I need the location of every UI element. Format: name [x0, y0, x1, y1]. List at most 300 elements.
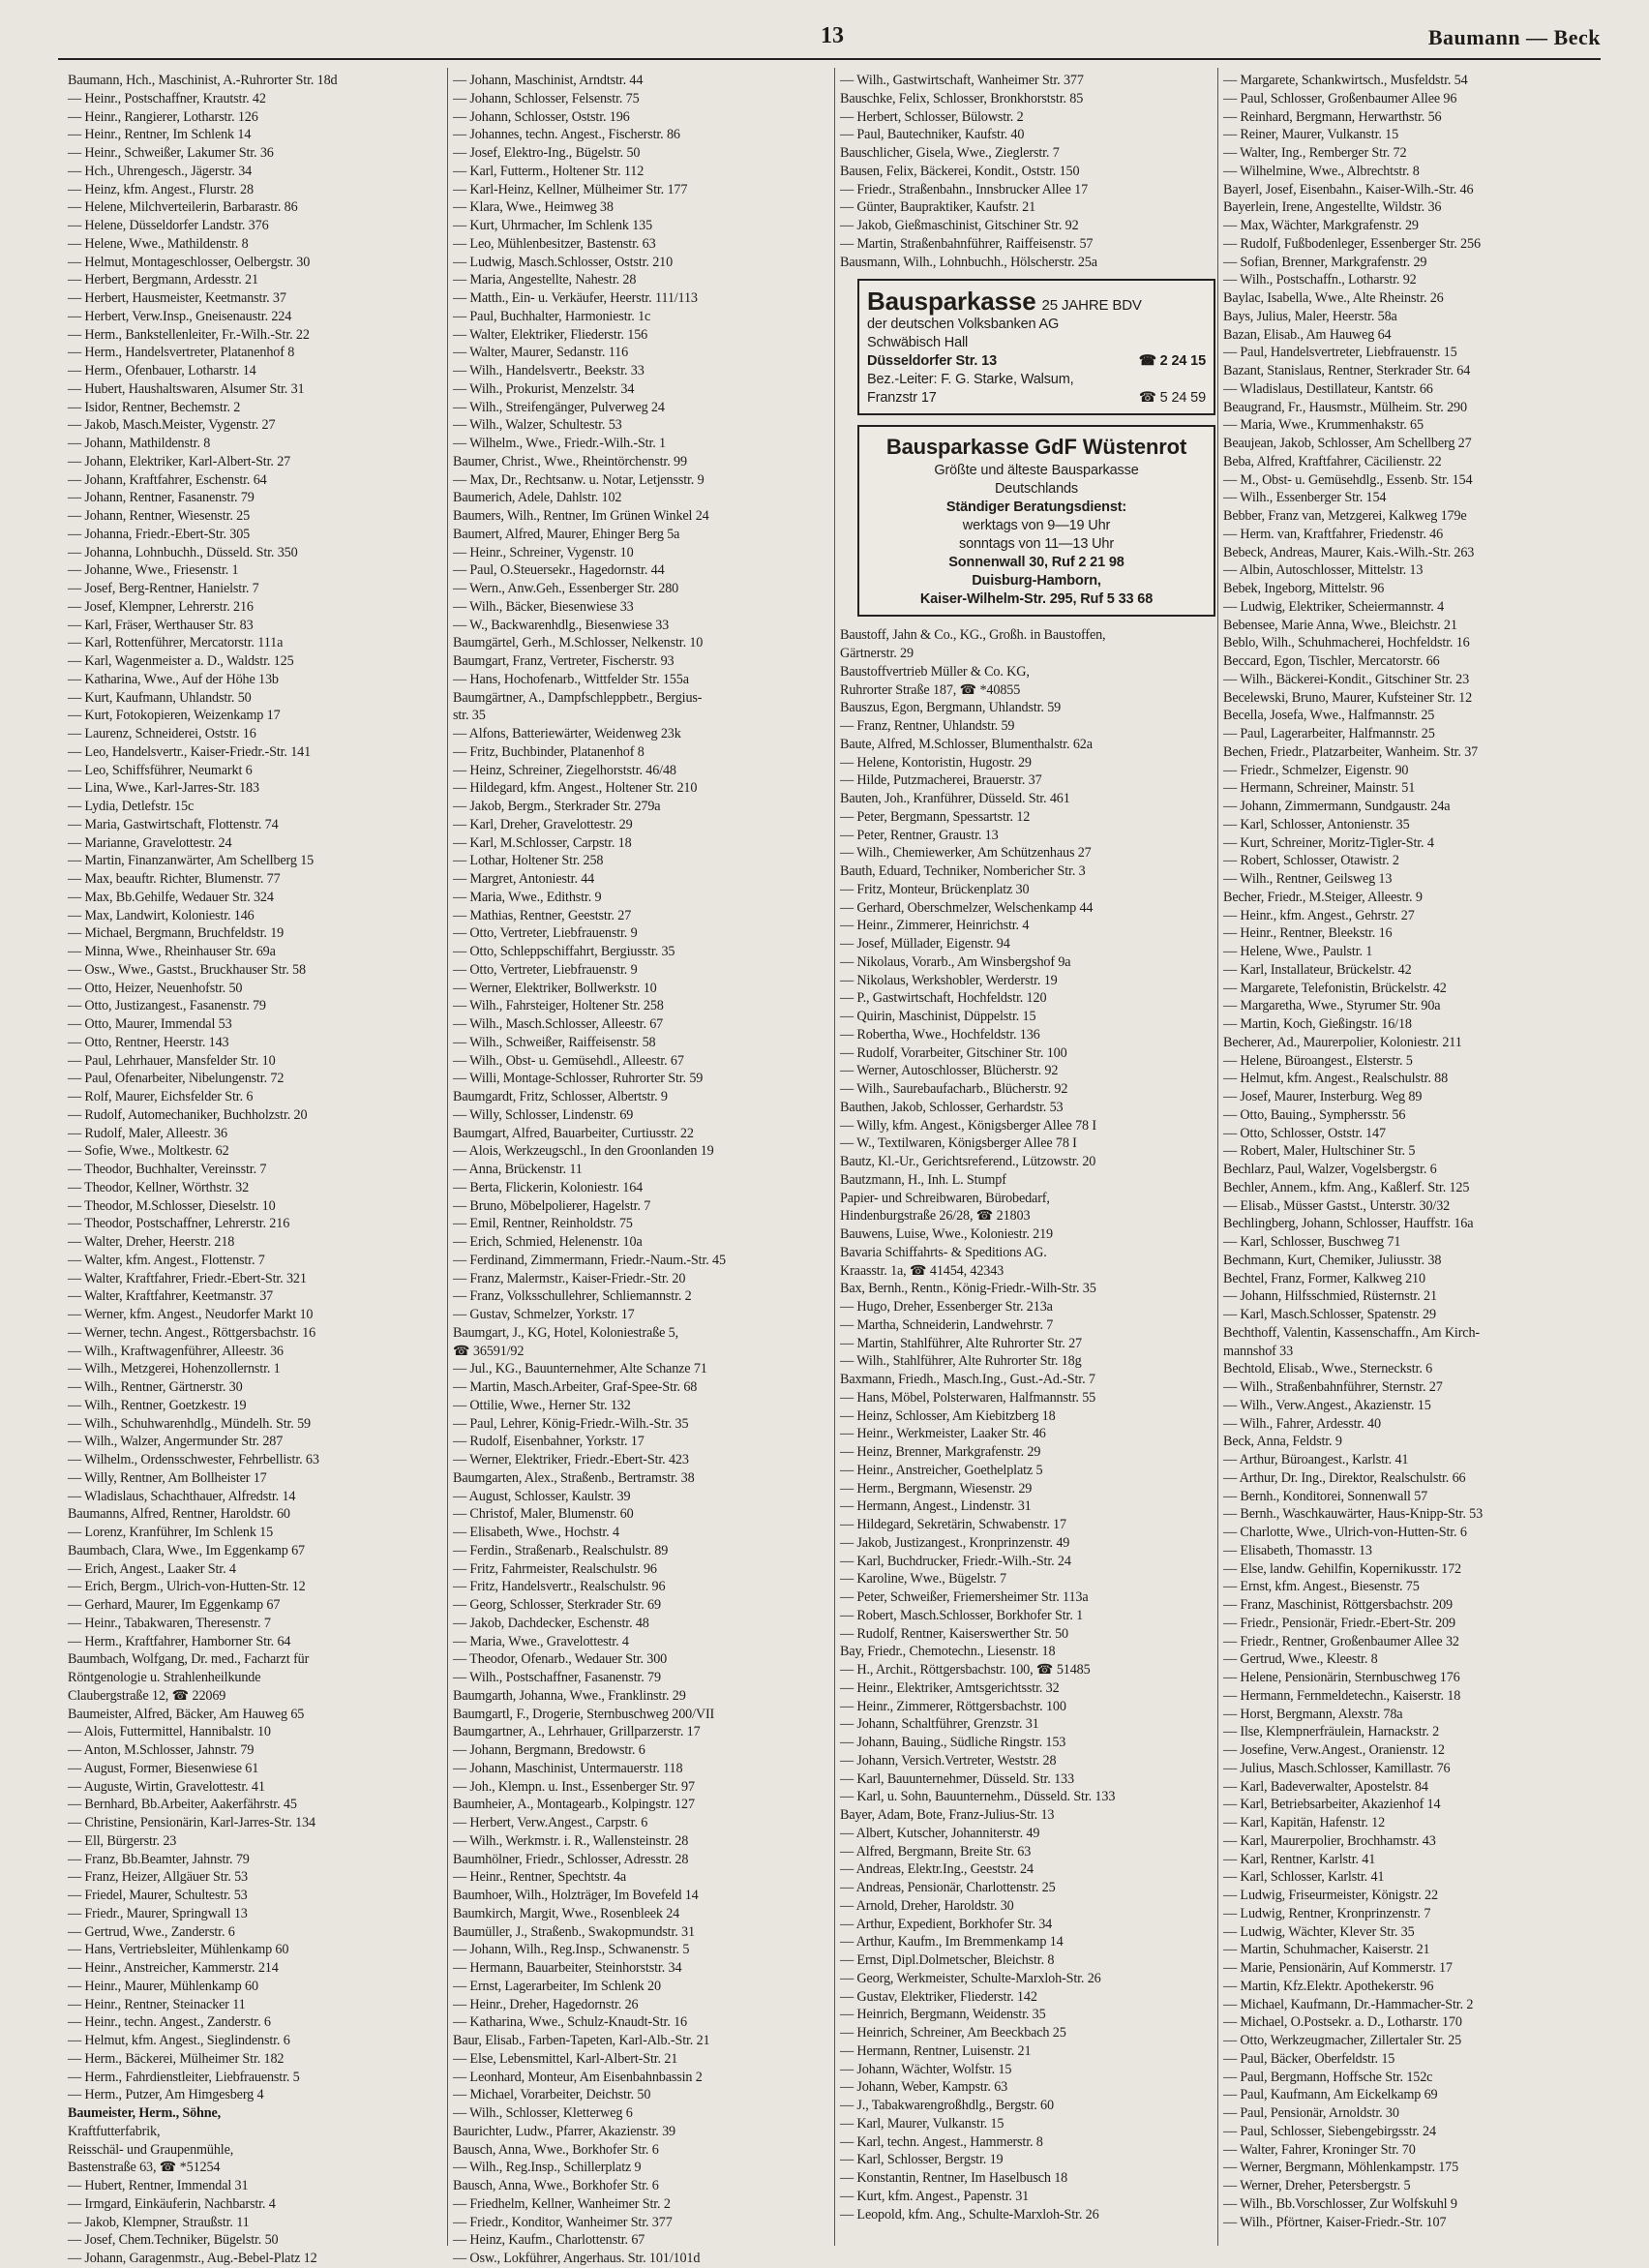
directory-entry: — Fritz, Monteur, Brückenplatz 30: [840, 881, 1030, 897]
directory-entry: Becher, Friedr., M.Steiger, Alleestr. 9: [1223, 889, 1423, 905]
directory-entry: — Heinr., Tabakwaren, Theresenstr. 7: [68, 1615, 271, 1631]
directory-entry: — Lina, Wwe., Karl-Jarres-Str. 183: [68, 780, 259, 797]
directory-entry: — Martin, Schuhmacher, Kaiserstr. 21: [1223, 1942, 1430, 1958]
directory-entry: — Herm., Kraftfahrer, Hamborner Str. 64: [68, 1633, 291, 1649]
directory-entry: Baumers, Wilh., Rentner, Im Grünen Winkel 24: [453, 508, 709, 524]
directory-entry: — Hermann, Rentner, Luisenstr. 21: [840, 2042, 1032, 2059]
directory-entry: — Johann, Maschinist, Untermauerstr. 118: [453, 1760, 683, 1776]
directory-entry: Bauwens, Luise, Wwe., Koloniestr. 219: [840, 1226, 1053, 1242]
directory-entry: — Arthur, Kaufm., Im Bremmenkamp 14: [840, 1934, 1064, 1950]
directory-entry: Bausch, Anna, Wwe., Borkhofer Str. 6: [453, 2178, 659, 2193]
directory-entry: Baumbach, Clara, Wwe., Im Eggenkamp 67: [68, 1542, 306, 1558]
directory-column-3: [840, 72, 1219, 2245]
directory-entry: — Johann, Bergmann, Bredowstr. 6: [453, 1742, 645, 1758]
directory-entry: — Paul, Bautechniker, Kaufstr. 40: [840, 127, 1025, 143]
directory-entry: — Wilh., Postschaffner, Fasanenstr. 79: [453, 1670, 661, 1685]
directory-entry: Röntgenologie u. Strahlenheilkunde: [68, 1670, 261, 1685]
directory-entry: — Wilh., Kraftwagenführer, Alleestr. 36: [68, 1343, 284, 1359]
directory-entry: — Heinr., Rentner, Im Schlenk 14: [68, 127, 252, 143]
ad-bausparkasse-bdv: [857, 279, 1215, 415]
directory-entry: — Heinr., Schreiner, Vygenstr. 10: [453, 544, 634, 560]
directory-entry: — Ludwig, Wächter, Klever Str. 35: [1223, 1923, 1415, 1940]
directory-entry: — Bernh., Konditorei, Sonnenwall 57: [1223, 1488, 1428, 1504]
directory-entry: — Herm., Fahrdienstleiter, Liebfrauenstr. 5: [68, 2069, 300, 2085]
directory-entry: — Wilh., Reg.Insp., Schillerplatz 9: [453, 2160, 642, 2176]
directory-entry: — Else, landw. Gehilfin, Kopernikusstr. 172: [1223, 1560, 1462, 1577]
directory-entry: — Heinr., Schweißer, Lakumer Str. 36: [68, 145, 274, 161]
directory-entry: — J., Tabakwarengroßhdlg., Bergstr. 60: [840, 2098, 1054, 2113]
directory-entry: — Maria, Gastwirtschaft, Flottenstr. 74: [68, 816, 279, 832]
directory-entry: — Jakob, Bergm., Sterkrader Str. 279a: [453, 799, 661, 814]
directory-entry: — Hans, Vertriebsleiter, Mühlenkamp 60: [68, 1942, 289, 1958]
directory-entry: — Willy, Rentner, Am Bollheister 17: [68, 1469, 267, 1486]
directory-entry: — M., Obst- u. Gemüsehdlg., Essenb. Str. 154: [1223, 471, 1473, 488]
directory-entry: — Helene, Düsseldorfer Landstr. 376: [68, 218, 269, 233]
directory-entry: — Herm., Handelsvertreter, Platanenhof 8: [68, 345, 295, 361]
directory-entry: — Joh., Klempn. u. Inst., Essenberger Str. 97: [453, 1778, 695, 1795]
directory-entry: Baumgardt, Fritz, Schlosser, Albertstr. 9: [453, 1089, 668, 1104]
directory-entry: — Julius, Masch.Schlosser, Kamillastr. 76: [1223, 1760, 1451, 1776]
directory-entry: — Heinr., Zimmerer, Röttgersbachstr. 100: [840, 1698, 1066, 1714]
directory-entry: — Karl, Badeverwalter, Apostelstr. 84: [1223, 1778, 1428, 1795]
directory-entry: — Wilh., Fahrsteiger, Holtener Str. 258: [453, 998, 664, 1014]
directory-entry: Becherer, Ad., Maurerpolier, Koloniestr. 211: [1223, 1034, 1462, 1050]
directory-entry: ☎ 36591/92: [453, 1343, 525, 1359]
page-number: 13: [821, 23, 844, 48]
directory-entry: — Heinr., Werkmeister, Laaker Str. 46: [840, 1426, 1046, 1442]
directory-entry: Bauschke, Felix, Schlosser, Bronkhorststr. 85: [840, 90, 1084, 106]
directory-entry: — Leopold, kfm. Ang., Schulte-Marxloh-Str. 26: [840, 2206, 1099, 2223]
ad-phone: ☎ 2 24 15: [1138, 353, 1206, 370]
directory-entry: — Martin, Masch.Arbeiter, Graf-Spee-Str. 68: [453, 1379, 698, 1395]
directory-entry: Kraftfutterfabrik,: [68, 2123, 161, 2139]
directory-entry: — Michael, Vorarbeiter, Deichstr. 50: [453, 2087, 651, 2103]
directory-entry: — Charlotte, Wwe., Ulrich-von-Hutten-Str. 6: [1223, 1525, 1467, 1540]
directory-entry: — Max, Landwirt, Koloniestr. 146: [68, 907, 255, 923]
directory-entry: Bautzmann, H., Inh. L. Stumpf: [840, 1171, 1006, 1188]
directory-entry: — Arthur, Büroangest., Karlstr. 41: [1223, 1452, 1409, 1467]
directory-entry: — Jakob, Dachdecker, Eschenstr. 48: [453, 1615, 649, 1631]
directory-entry: Beccard, Egon, Tischler, Mercatorstr. 66: [1223, 653, 1440, 669]
directory-entry: — Gustav, Schmelzer, Yorkstr. 17: [453, 1307, 635, 1322]
directory-entry: — Wilh., Pförtner, Kaiser-Friedr.-Str. 107: [1223, 2214, 1447, 2230]
directory-entry: — Max, Dr., Rechtsanw. u. Notar, Letjensstr. 9: [453, 471, 705, 488]
directory-entry: Bayerlein, Irene, Angestellte, Wildstr. 36: [1223, 199, 1442, 216]
directory-entry: Baumgart, Franz, Vertreter, Fischerstr. 93: [453, 653, 675, 669]
directory-entry: — Albin, Autoschlosser, Mittelstr. 13: [1223, 562, 1424, 579]
directory-entry: — Walter, Kraftfahrer, Friedr.-Ebert-Str. 321: [68, 1270, 307, 1286]
directory-entry: — Herm., Putzer, Am Himgesberg 4: [68, 2087, 264, 2103]
directory-entry: — Katharina, Wwe., Schulz-Knaudt-Str. 16: [453, 2014, 687, 2031]
directory-entry: — Karoline, Wwe., Bügelstr. 7: [840, 1571, 1006, 1588]
directory-entry: — Josef, Chem.Techniker, Bügelstr. 50: [68, 2232, 279, 2249]
directory-entry: — Helene, Pensionärin, Sternbuschweg 176: [1223, 1670, 1460, 1685]
directory-entry: — Wilh., Obst- u. Gemüsehdl., Alleestr. 67: [453, 1052, 684, 1069]
directory-entry: — Bruno, Möbelpolierer, Hagelstr. 7: [453, 1197, 651, 1214]
directory-entry: — Paul, Lehrer, König-Friedr.-Wilh.-Str. 35: [453, 1415, 689, 1432]
directory-entry: — Ilse, Klempnerfräulein, Harnackstr. 2: [1223, 1724, 1440, 1740]
directory-entry: — Ernst, Lagerarbeiter, Im Schlenk 20: [453, 1978, 661, 1994]
directory-entry: — Franz, Bb.Beamter, Jahnstr. 79: [68, 1851, 250, 1867]
ad-title: Bausparkasse GdF Wüstenrot: [885, 435, 1187, 460]
directory-entry: — Otto, Bauing., Symphersstr. 56: [1223, 1106, 1406, 1123]
directory-entry: — Wilh., Straßenbahnführer, Sternstr. 27: [1223, 1379, 1443, 1395]
directory-entry: — W., Backwarenhdlg., Biesenwiese 33: [453, 617, 670, 633]
directory-entry: — Alois, Futtermittel, Hannibalstr. 10: [68, 1724, 271, 1740]
directory-entry: — Otto, Justizangest., Fasanenstr. 79: [68, 998, 266, 1014]
directory-entry: — Auguste, Wirtin, Gravelottestr. 41: [68, 1778, 265, 1795]
directory-entry: — Laurenz, Schneiderei, Oststr. 16: [68, 726, 256, 741]
directory-entry: — Georg, Werkmeister, Schulte-Marxloh-Str. 26: [840, 1970, 1101, 1986]
directory-entry: — Hubert, Rentner, Immendal 31: [68, 2178, 249, 2193]
directory-entry: — Ell, Bürgerstr. 23: [68, 1832, 177, 1849]
ad-leader: Bez.-Leiter: F. G. Starke, Walsum,: [867, 372, 1074, 388]
directory-entry: — Theodor, Buchhalter, Vereinsstr. 7: [68, 1162, 267, 1177]
directory-entry: — Walter, Ing., Remberger Str. 72: [1223, 145, 1407, 161]
directory-entry: Bastenstraße 63, ☎ *51254: [68, 2160, 221, 2176]
directory-entry: — Christine, Pensionärin, Karl-Jarres-Str. 134: [68, 1815, 315, 1830]
directory-entry: — Leo, Handelsvertr., Kaiser-Friedr.-Str. 141: [68, 743, 312, 760]
directory-entry: — Klara, Wwe., Heimweg 38: [453, 199, 614, 216]
directory-entry: — Wilh., Rentner, Gärtnerstr. 30: [68, 1379, 243, 1395]
directory-entry: — Hildegard, kfm. Angest., Holtener Str. 210: [453, 780, 698, 797]
directory-entry: — Walter, Elektriker, Fliederstr. 156: [453, 326, 648, 343]
directory-entry: — Maria, Wwe., Gravelottestr. 4: [453, 1633, 629, 1649]
directory-entry: Bechlarz, Paul, Walzer, Vogelsbergstr. 6: [1223, 1162, 1437, 1177]
directory-entry: — Wilhelm., Ordensschwester, Fehrbellistr. 63: [68, 1452, 319, 1467]
directory-entry: Baurichter, Ludw., Pfarrer, Akazienstr. 39: [453, 2123, 675, 2139]
directory-entry: — Sofian, Brenner, Markgrafenstr. 29: [1223, 254, 1427, 270]
directory-entry: — Fritz, Fahrmeister, Realschulstr. 96: [453, 1560, 657, 1577]
directory-entry: — Rudolf, Eisenbahner, Yorkstr. 17: [453, 1434, 645, 1450]
directory-entry: — Martin, Kfz.Elektr. Apothekerstr. 96: [1223, 1978, 1434, 1994]
directory-entry: — Karl, Kapitän, Hafenstr. 12: [1223, 1815, 1386, 1830]
directory-entry: — Otto, Werkzeugmacher, Zillertaler Str. 25: [1223, 2033, 1462, 2048]
running-head: Baumann — Beck: [1427, 25, 1601, 49]
directory-entry: — Hubert, Haushaltswaren, Alsumer Str. 31: [68, 380, 305, 397]
directory-entry: — Ernst, Dipl.Dolmetscher, Bleichstr. 8: [840, 1952, 1055, 1968]
directory-entry: — Kurt, Schreiner, Moritz-Tigler-Str. 4: [1223, 834, 1434, 851]
directory-entry: — Paul, Ofenarbeiter, Nibelungenstr. 72: [68, 1071, 285, 1087]
directory-entry: — H., Archit., Röttgersbachstr. 100, ☎ 51485: [840, 1662, 1091, 1678]
directory-entry: — Helene, Kontoristin, Hugostr. 29: [840, 754, 1032, 771]
directory-entry: Becella, Josefa, Wwe., Halfmannstr. 25: [1223, 708, 1435, 724]
directory-entry: — Johann, Garagenmstr., Aug.-Bebel-Platz 12: [68, 2251, 317, 2266]
directory-column-1: [68, 72, 447, 2266]
directory-entry: Gärtnerstr. 29: [840, 646, 914, 661]
directory-entry: — Peter, Bergmann, Spessartstr. 12: [840, 808, 1031, 825]
directory-entry: — Heinr., Zimmerer, Heinrichstr. 4: [840, 918, 1030, 934]
directory-entry: — Johanna, Friedr.-Ebert-Str. 305: [68, 526, 251, 542]
directory-entry: — Katharina, Wwe., Auf der Höhe 13b: [68, 671, 279, 687]
directory-entry: — Johann, Hilfsschmied, Rüsternstr. 21: [1223, 1288, 1437, 1305]
directory-entry: — Wilh., Schweißer, Raiffeisenstr. 58: [453, 1034, 656, 1050]
directory-entry: — Peter, Schweißer, Friemersheimer Str. 113a: [840, 1589, 1089, 1605]
directory-entry: — Franz, Maschinist, Röttgersbachstr. 209: [1223, 1597, 1453, 1613]
directory-entry: — Wilh., Chemiewerker, Am Schützenhaus 27: [840, 845, 1092, 862]
directory-entry: — Franz, Malermstr., Kaiser-Friedr.-Str. 20: [453, 1270, 686, 1286]
directory-entry: — Gertrud, Wwe., Zanderstr. 6: [68, 1923, 235, 1940]
directory-entry: Baumgärtel, Gerh., M.Schlosser, Nelkenstr. 10: [453, 635, 704, 651]
directory-entry: — Peter, Rentner, Graustr. 13: [840, 827, 999, 843]
directory-entry: — Wern., Anw.Geh., Essenberger Str. 280: [453, 581, 679, 596]
directory-entry: — Johann, Weber, Kampstr. 63: [840, 2079, 1008, 2096]
directory-entry: — Margaretha, Wwe., Styrumer Str. 90a: [1223, 998, 1441, 1014]
directory-entry: — Heinr., kfm. Angest., Gehrstr. 27: [1223, 907, 1415, 923]
directory-entry: — Karl, Schlosser, Karlstr. 41: [1223, 1869, 1385, 1886]
directory-entry: — Leonhard, Monteur, Am Eisenbahnbassin 2: [453, 2069, 703, 2085]
directory-entry: — Karl, Futterm., Holtener Str. 112: [453, 163, 645, 179]
directory-entry: — Franz, Rentner, Uhlandstr. 59: [840, 718, 1015, 734]
directory-entry: — Heinr., Elektriker, Amtsgerichtsstr. 32: [840, 1679, 1060, 1696]
ad-line: Größte und älteste Bausparkasse: [934, 463, 1139, 479]
directory-entry: Bausen, Felix, Bäckerei, Kondit., Oststr. 150: [840, 163, 1080, 179]
directory-entry: — Helene, Wwe., Paulstr. 1: [1223, 944, 1373, 959]
ad-line: Duisburg-Hamborn,: [972, 573, 1101, 590]
directory-entry: — Johann, Schlosser, Oststr. 196: [453, 108, 630, 125]
directory-entry: — Johannes, techn. Angest., Fischerstr. 86: [453, 127, 680, 143]
directory-entry: — Martin, Stahlführer, Alte Ruhrorter Str. 27: [840, 1335, 1082, 1351]
directory-entry: — Josef, Berg-Rentner, Hanielstr. 7: [68, 581, 259, 596]
directory-entry: Bazan, Elisab., Am Hauweg 64: [1223, 326, 1392, 343]
directory-entry: Bautz, Kl.-Ur., Gerichtsreferend., Lützowstr. 20: [840, 1154, 1096, 1169]
directory-entry: — Werner, Bergmann, Möhlenkampstr. 175: [1223, 2160, 1459, 2176]
directory-entry: Beba, Alfred, Kraftfahrer, Cäcilienstr. 22: [1223, 453, 1442, 469]
directory-entry: — Willi, Montage-Schlosser, Ruhrorter Str. 59: [453, 1071, 704, 1087]
directory-entry: — Wilh., Verw.Angest., Akazienstr. 15: [1223, 1397, 1431, 1413]
directory-column-2: [453, 72, 832, 2266]
directory-entry: — Johann, Bauing., Südliche Ringstr. 153: [840, 1735, 1066, 1750]
directory-entry: Bechlingberg, Johann, Schlosser, Hauffstr. 16a: [1223, 1216, 1474, 1232]
directory-entry: — Michael, Bergmann, Bruchfeldstr. 19: [68, 925, 285, 942]
directory-entry: — Marie, Pensionärin, Auf Kommerstr. 17: [1223, 1960, 1453, 1976]
column-divider: [447, 68, 448, 2246]
directory-entry: — Jakob, Justizangest., Kronprinzenstr. 49: [840, 1534, 1070, 1551]
directory-entry: — Arnold, Dreher, Haroldstr. 30: [840, 1897, 1014, 1914]
directory-entry: — Horst, Bergmann, Alexstr. 78a: [1223, 1706, 1403, 1722]
directory-entry: — Gerhard, Maurer, Im Eggenkamp 67: [68, 1597, 281, 1613]
directory-entry: Baumann, Hch., Maschinist, A.-Ruhrorter Str. 18d: [68, 73, 338, 88]
directory-entry: — Wladislaus, Destillateur, Kantstr. 66: [1223, 380, 1433, 397]
directory-entry: — Karl, Schlosser, Bergstr. 19: [840, 2152, 1004, 2168]
directory-entry: Baylac, Isabella, Wwe., Alte Rheinstr. 26: [1223, 290, 1444, 306]
directory-entry: — Paul, Kaufmann, Am Eickelkamp 69: [1223, 2087, 1438, 2103]
directory-entry: — Fritz, Buchbinder, Platanenhof 8: [453, 743, 645, 760]
directory-entry: — Karl, Bauunternehmer, Düsseld. Str. 133: [840, 1770, 1074, 1787]
directory-entry: — Willy, Schlosser, Lindenstr. 69: [453, 1106, 634, 1123]
directory-entry: — Kurt, Uhrmacher, Im Schlenk 135: [453, 218, 653, 233]
directory-entry: — Johann, Schaltführer, Grenzstr. 31: [840, 1716, 1039, 1733]
directory-entry: — Albert, Kutscher, Johanniterstr. 49: [840, 1825, 1040, 1841]
directory-entry: — Johann, Wilh., Reg.Insp., Schwanenstr. 5: [453, 1942, 690, 1958]
directory-entry: — Wilh., Masch.Schlosser, Alleestr. 67: [453, 1016, 664, 1032]
directory-entry: — Herbert, Verw.Angest., Carpstr. 6: [453, 1815, 648, 1830]
directory-entry: — Otto, Heizer, Neuenhofstr. 50: [68, 980, 243, 996]
directory-entry: — Friedr., Schmelzer, Eigenstr. 90: [1223, 762, 1409, 778]
directory-entry: — Wladislaus, Schachthauer, Alfredstr. 14: [68, 1488, 296, 1504]
directory-entry: — Johann, Rentner, Fasanenstr. 79: [68, 490, 255, 506]
directory-entry: — Berta, Flickerin, Koloniestr. 164: [453, 1179, 644, 1195]
directory-entry: — Herm., Bergmann, Wiesenstr. 29: [840, 1480, 1033, 1497]
directory-entry: — Johann, Elektriker, Karl-Albert-Str. 27: [68, 453, 291, 469]
directory-entry: — Elisabeth, Thomasstr. 13: [1223, 1542, 1372, 1558]
directory-entry: — Isidor, Rentner, Bechemstr. 2: [68, 399, 241, 415]
directory-entry: — Jakob, Masch.Meister, Vygenstr. 27: [68, 417, 276, 434]
directory-entry: — Karl, Schlosser, Antonienstr. 35: [1223, 816, 1410, 832]
directory-entry: — Karl, Rentner, Karlstr. 41: [1223, 1851, 1376, 1867]
directory-entry: Reisschäl- und Graupenmühle,: [68, 2141, 234, 2158]
directory-entry: — Reinhard, Bergmann, Herwarthstr. 56: [1223, 108, 1442, 125]
directory-entry: — Martin, Finanzanwärter, Am Schellberg 15: [68, 853, 315, 869]
directory-entry: — Hugo, Dreher, Essenberger Str. 213a: [840, 1299, 1053, 1315]
directory-entry: — Erich, Schmied, Helenenstr. 10a: [453, 1234, 643, 1250]
directory-entry: — Maria, Wwe., Krummenhakstr. 65: [1223, 417, 1424, 434]
ad-address: Düsseldorfer Str. 13: [867, 353, 997, 370]
directory-entry: — Heinr., Anstreicher, Goethelplatz 5: [840, 1462, 1043, 1478]
directory-entry: — Arthur, Dr. Ing., Direktor, Realschulstr. 66: [1223, 1469, 1466, 1486]
directory-entry: — Friedel, Maurer, Schultestr. 53: [68, 1888, 248, 1903]
directory-entry: — Nikolaus, Vorarb., Am Winsbergshof 9a: [840, 953, 1071, 970]
directory-entry: — Josef, Müllader, Eigenstr. 94: [840, 936, 1010, 952]
directory-entry: — Wilhelm., Wwe., Friedr.-Wilh.-Str. 1: [453, 436, 667, 451]
directory-entry: — Rudolf, Vorarbeiter, Gitschiner Str. 100: [840, 1044, 1067, 1061]
directory-entry: — Heinrich, Bergmann, Weidenstr. 35: [840, 2007, 1046, 2023]
directory-entry: — Wilh., Schlosser, Kletterweg 6: [453, 2105, 633, 2121]
directory-entry: — Heinrich, Schreiner, Am Beeckbach 25: [840, 2025, 1066, 2041]
directory-entry: — Wilh., Streifengänger, Pulverweg 24: [453, 399, 665, 415]
directory-entry: Ruhrorter Straße 187, ☎ *40855: [840, 681, 1021, 698]
directory-entry: — Theodor, M.Schlosser, Dieselstr. 10: [68, 1197, 276, 1214]
directory-entry: — Wilh., Walzer, Angermunder Str. 287: [68, 1434, 284, 1450]
directory-entry: — Quirin, Maschinist, Düppelstr. 15: [840, 1009, 1036, 1024]
directory-entry: — Jul., KG., Bauunternehmer, Alte Schanze 71: [453, 1361, 707, 1377]
directory-entry: — Wilh., Postschaffn., Lotharstr. 92: [1223, 272, 1417, 288]
directory-entry: — Paul, Schlosser, Großenbaumer Allee 96: [1223, 90, 1457, 106]
directory-entry: — Johanna, Lohnbuchh., Düsseld. Str. 350: [68, 544, 298, 560]
directory-entry: — Wilh., Rentner, Geilsweg 13: [1223, 871, 1393, 887]
directory-entry: — Bernhard, Bb.Arbeiter, Aakerfährstr. 45: [68, 1797, 297, 1813]
directory-entry: — Johann, Rentner, Wiesenstr. 25: [68, 508, 251, 524]
directory-entry: — Ferdin., Straßenarb., Realschulstr. 89: [453, 1542, 669, 1558]
directory-entry: Hindenburgstraße 26/28, ☎ 21803: [840, 1208, 1031, 1225]
directory-entry: Baumgart, Alfred, Bauarbeiter, Curtiusstr. 22: [453, 1125, 694, 1141]
directory-entry: — Karl, techn. Angest., Hammerstr. 8: [840, 2133, 1043, 2150]
directory-entry: — Elisabeth, Wwe., Hochstr. 4: [453, 1525, 619, 1540]
directory-entry: — Anna, Brückenstr. 11: [453, 1162, 583, 1177]
directory-entry: — Rolf, Maurer, Eichsfelder Str. 6: [68, 1089, 254, 1104]
directory-entry: — Hermann, Angest., Lindenstr. 31: [840, 1498, 1032, 1515]
directory-entry: — Paul, Bäcker, Oberfeldstr. 15: [1223, 2050, 1395, 2067]
directory-entry: — Werner, Dreher, Petersbergstr. 5: [1223, 2178, 1411, 2193]
directory-entry: — Leo, Mühlenbesitzer, Bastenstr. 63: [453, 235, 656, 252]
directory-entry: — Otto, Schlosser, Oststr. 147: [1223, 1125, 1386, 1141]
directory-entry: Baumüller, J., Straßenb., Swakopmundstr. 31: [453, 1923, 695, 1940]
directory-entry: — Martin, Koch, Gießingstr. 16/18: [1223, 1016, 1412, 1032]
directory-entry: — Ernst, kfm. Angest., Biesenstr. 75: [1223, 1579, 1420, 1595]
directory-entry: Beck, Anna, Feldstr. 9: [1223, 1434, 1342, 1450]
directory-entry: — Andreas, Pensionär, Charlottenstr. 25: [840, 1880, 1056, 1895]
directory-entry: Bechmann, Kurt, Chemiker, Juliusstr. 38: [1223, 1252, 1442, 1268]
directory-entry: mannshof 33: [1223, 1343, 1294, 1359]
directory-entry: — Wilh., Fahrer, Ardesstr. 40: [1223, 1415, 1381, 1432]
ad-bausparkasse-wuestenrot: [857, 425, 1215, 617]
directory-entry: — Johann, Schlosser, Felsenstr. 75: [453, 90, 640, 106]
directory-entry: — Werner, kfm. Angest., Neudorfer Markt 10: [68, 1307, 314, 1322]
ad-badge: 25 JAHRE BDV: [1041, 297, 1142, 315]
directory-entry: — Werner, Elektriker, Bollwerkstr. 10: [453, 980, 657, 996]
directory-entry: — Mathias, Rentner, Geeststr. 27: [453, 907, 632, 923]
directory-entry: — Heinz, Brenner, Markgrafenstr. 29: [840, 1444, 1041, 1460]
directory-entry: — Heinr., Anstreicher, Kammerstr. 214: [68, 1960, 279, 1976]
directory-entry: — Alfons, Batteriewärter, Weidenweg 23k: [453, 726, 681, 741]
directory-entry: — Heinz, Kaufm., Charlottenstr. 67: [453, 2232, 645, 2249]
directory-entry: — Hilde, Putzmacherei, Brauerstr. 37: [840, 772, 1042, 789]
directory-entry: Beaugrand, Fr., Hausmstr., Mülheim. Str. 290: [1223, 399, 1467, 415]
directory-entry: — Robert, Schlosser, Otawistr. 2: [1223, 853, 1399, 869]
directory-entry: — Johann, Kraftfahrer, Eschenstr. 64: [68, 471, 267, 488]
directory-entry: Bechtel, Franz, Former, Kalkweg 210: [1223, 1270, 1425, 1286]
directory-entry: Baumbach, Wolfgang, Dr. med., Facharzt für: [68, 1651, 310, 1668]
directory-entry: — Leo, Schiffsführer, Neumarkt 6: [68, 762, 253, 778]
directory-entry: — Wilh., Schuhwarenhdlg., Mündelh. Str. 59: [68, 1415, 311, 1432]
directory-entry: — Josefine, Verw.Angest., Oranienstr. 12: [1223, 1742, 1445, 1758]
directory-entry: Bauszus, Egon, Bergmann, Uhlandstr. 59: [840, 700, 1062, 716]
directory-entry: Bechthoff, Valentin, Kassenschaffn., Am Kirch-: [1223, 1324, 1480, 1341]
directory-entry: Bauthen, Jakob, Schlosser, Gerhardstr. 53: [840, 1099, 1064, 1115]
directory-entry: — Friedhelm, Kellner, Wanheimer Str. 2: [453, 2195, 671, 2212]
directory-entry: — Ferdinand, Zimmermann, Friedr.-Naum.-Str. 45: [453, 1252, 726, 1268]
directory-entry: Becelewski, Bruno, Maurer, Kufsteiner Str. 12: [1223, 689, 1473, 706]
directory-entry: — Wilh., Bäckerei-Kondit., Gitschiner Str. 23: [1223, 671, 1470, 687]
directory-entry: Baumhölner, Friedr., Schlosser, Adresstr. 28: [453, 1851, 689, 1867]
directory-entry: — Karl, Masch.Schlosser, Spatenstr. 29: [1223, 1307, 1436, 1322]
directory-entry: — Anton, M.Schlosser, Jahnstr. 79: [68, 1742, 255, 1758]
directory-entry: — Josef, Klempner, Lehrerstr. 216: [68, 598, 254, 615]
directory-entry: — Wilh., Essenberger Str. 154: [1223, 490, 1387, 506]
directory-entry: — Franz, Heizer, Allgäuer Str. 53: [68, 1869, 248, 1886]
directory-entry: Baustoffvertrieb Müller & Co. KG,: [840, 663, 1030, 680]
directory-entry: Baumgarth, Johanna, Wwe., Franklinstr. 29: [453, 1687, 686, 1704]
directory-entry: — Nikolaus, Werkshobler, Werderstr. 19: [840, 972, 1058, 988]
directory-entry: — Alois, Werkzeugschl., In den Groonlanden 19: [453, 1143, 714, 1160]
directory-entry: — Hermann, Schreiner, Mainstr. 51: [1223, 780, 1416, 797]
directory-entry: — Margarete, Schankwirtsch., Musfeldstr. 54: [1223, 73, 1468, 88]
directory-entry: — August, Former, Biesenwiese 61: [68, 1760, 259, 1776]
directory-entry: — Lothar, Holtener Str. 258: [453, 853, 604, 869]
directory-entry: — Rudolf, Maler, Alleestr. 36: [68, 1125, 227, 1141]
directory-entry: — Karl, Dreher, Gravelottestr. 29: [453, 816, 633, 832]
directory-entry: Baumer, Christ., Wwe., Rheintörchenstr. 99: [453, 453, 687, 469]
directory-entry: — Friedr., Pensionär, Friedr.-Ebert-Str. 209: [1223, 1615, 1455, 1631]
directory-entry: — Karl, Buchdrucker, Friedr.-Wilh.-Str. 24: [840, 1553, 1071, 1569]
directory-entry: Baumgartl, F., Drogerie, Sternbuschweg 200/VII: [453, 1706, 715, 1722]
directory-entry: Baumhoer, Wilh., Holzträger, Im Bovefeld 14: [453, 1888, 699, 1903]
directory-entry: — Wilh., Werkmstr. i. R., Wallensteinstr. 28: [453, 1832, 689, 1849]
directory-entry: — Herm., Ofenbauer, Lotharstr. 14: [68, 363, 256, 378]
directory-entry: — Heinr., Postschaffner, Krautstr. 42: [68, 90, 266, 106]
directory-entry: Baute, Alfred, M.Schlosser, Blumenthalstr. 62a: [840, 736, 1093, 752]
directory-entry: — Gerhard, Oberschmelzer, Welschenkamp 44: [840, 899, 1094, 916]
directory-entry: — Konstantin, Rentner, Im Haselbusch 18: [840, 2170, 1068, 2186]
ad-line: werktags von 9—19 Uhr: [962, 518, 1111, 534]
directory-entry: — Johann, Mathildenstr. 8: [68, 436, 211, 451]
directory-entry: — Ludwig, Elektriker, Scheiermannstr. 4: [1223, 598, 1445, 615]
directory-entry: — Ludwig, Friseurmeister, Königstr. 22: [1223, 1888, 1438, 1903]
directory-entry: — Paul, O.Steuersekr., Hagedornstr. 44: [453, 562, 665, 579]
directory-entry: — Max, Wächter, Markgrafenstr. 29: [1223, 218, 1419, 233]
directory-entry: Bausmann, Wilh., Lohnbuchh., Hölscherstr. 25a: [840, 254, 1097, 270]
directory-entry: Baumgart, J., KG, Hotel, Koloniestraße 5,: [453, 1324, 679, 1341]
